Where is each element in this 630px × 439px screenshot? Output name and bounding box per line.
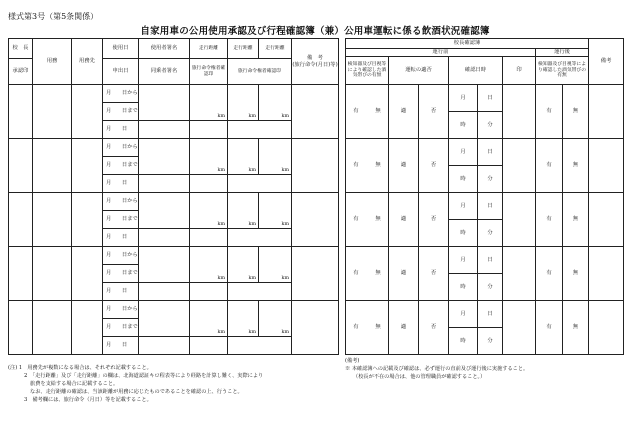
- cell-travel-order-stamp-1[interactable]: [190, 337, 228, 355]
- notes-left: [8, 364, 263, 404]
- cell-distance-1[interactable]: km: [190, 85, 228, 121]
- option-no[interactable]: 無: [375, 270, 381, 277]
- cell-remarks[interactable]: [292, 139, 339, 193]
- cell-check-month[interactable]: 月: [449, 85, 478, 112]
- option-suitable[interactable]: 適: [389, 301, 419, 355]
- note-line: 旅費を支給する場合に記載すること。: [30, 381, 119, 388]
- cell-check-hour[interactable]: 時: [449, 328, 478, 355]
- note-line: (注) 1 用務先が複数になる場合は、それぞれ記載すること。: [8, 365, 152, 371]
- cell-date-from[interactable]: 月 日から: [103, 247, 139, 265]
- option-no[interactable]: 無: [375, 108, 381, 115]
- cell-alcohol-before[interactable]: [346, 139, 389, 193]
- cell-distance-2[interactable]: km: [228, 139, 259, 175]
- header-remarks-label: 備 考: [307, 54, 323, 61]
- cell-school-head[interactable]: [9, 301, 33, 355]
- cell-check-minute[interactable]: 分: [478, 112, 503, 139]
- cell-check-hour[interactable]: 時: [449, 112, 478, 139]
- option-after-yes[interactable]: 有: [536, 247, 563, 301]
- cell-business[interactable]: [33, 247, 72, 301]
- cell-travel-order-stamp-2[interactable]: [228, 337, 292, 355]
- cell-check-month[interactable]: 月: [449, 139, 478, 166]
- header-school-head: 校 長: [9, 39, 33, 59]
- cell-check-day[interactable]: 日: [478, 193, 503, 220]
- header-distance-3: 走行距離: [259, 39, 292, 59]
- table-row: [9, 193, 339, 211]
- cell-destination[interactable]: [72, 139, 103, 193]
- cell-business[interactable]: [33, 301, 72, 355]
- header-stamp: 印: [503, 57, 536, 85]
- note-line: 2 「走行距離」及び「走行距離」の欄は、北海道認証キロ程表等により経路を計算し難く、実際により: [24, 373, 264, 380]
- header-use-date: 使用日: [103, 39, 139, 59]
- header-application-date: 申出日: [103, 59, 139, 85]
- table-row: [346, 247, 624, 274]
- cell-user-signature[interactable]: [139, 247, 190, 283]
- header-travel-order-confirm-1: 旅行命令権者確認印: [190, 59, 228, 85]
- cell-distance-2[interactable]: km: [228, 85, 259, 121]
- option-yes[interactable]: 有: [353, 162, 359, 169]
- cell-business[interactable]: [33, 85, 72, 139]
- cell-remarks[interactable]: [292, 85, 339, 139]
- cell-date-from[interactable]: 月 日から: [103, 85, 139, 103]
- cell-check-hour[interactable]: 時: [449, 166, 478, 193]
- table-row: [346, 301, 624, 328]
- note-line: なお、走行距離の確認は、当該距離が用務に応じたものであることを確認の上、行うこと。: [30, 389, 243, 396]
- note-line: ※ 本確認簿への記載及び確認は、必ず運行の直前及び運行後に実施すること。: [345, 366, 529, 373]
- header-detector-check-after: 検知器及び目視等により確認した酒気帯びの有無: [536, 57, 589, 85]
- option-no[interactable]: 無: [375, 162, 381, 169]
- cell-right-remarks[interactable]: [589, 139, 624, 193]
- header-approval-stamp: 承認印: [9, 59, 33, 85]
- option-after-no[interactable]: 無: [563, 85, 589, 139]
- option-yes[interactable]: 有: [353, 270, 359, 277]
- cell-date-from[interactable]: 月 日から: [103, 139, 139, 157]
- header-remarks-sub: (旅行命令(月日)等): [292, 61, 338, 68]
- header-detector-check-before: 検知器及び目視等により確認した酒気帯びの有無: [346, 57, 389, 85]
- cell-application-date[interactable]: 月 日: [103, 229, 139, 247]
- cell-check-day[interactable]: 日: [478, 247, 503, 274]
- table-row: [9, 301, 339, 319]
- header-distance-2: 走行距離: [228, 39, 259, 59]
- option-suitable[interactable]: 適: [389, 193, 419, 247]
- header-user-signature: 使用者署名: [139, 39, 190, 59]
- cell-school-head[interactable]: [9, 139, 33, 193]
- cell-business[interactable]: [33, 193, 72, 247]
- option-after-no[interactable]: 無: [563, 247, 589, 301]
- option-suitable[interactable]: 適: [389, 85, 419, 139]
- cell-stamp[interactable]: [503, 85, 536, 139]
- header-principal-check: 校長確認簿: [346, 39, 589, 49]
- cell-travel-order-stamp-2[interactable]: [228, 229, 292, 247]
- cell-passenger-signature[interactable]: [139, 283, 190, 301]
- cell-check-day[interactable]: 日: [478, 139, 503, 166]
- cell-check-minute[interactable]: 分: [478, 220, 503, 247]
- cell-date-to[interactable]: 月 日まで: [103, 211, 139, 229]
- cell-application-date[interactable]: 月 日: [103, 121, 139, 139]
- cell-distance-3[interactable]: km: [259, 193, 292, 229]
- approval-record-table: [8, 38, 339, 355]
- option-after-yes[interactable]: 有: [536, 301, 563, 355]
- cell-alcohol-before[interactable]: [346, 193, 389, 247]
- header-destination: 用務先: [72, 39, 103, 85]
- cell-passenger-signature[interactable]: [139, 337, 190, 355]
- table-row: [9, 85, 339, 103]
- cell-alcohol-before[interactable]: [346, 85, 389, 139]
- option-after-yes[interactable]: 有: [536, 139, 563, 193]
- cell-user-signature[interactable]: [139, 301, 190, 337]
- alcohol-check-table: [345, 38, 624, 355]
- cell-distance-1[interactable]: km: [190, 247, 228, 283]
- option-after-yes[interactable]: 有: [536, 193, 563, 247]
- option-after-no[interactable]: 無: [563, 193, 589, 247]
- cell-check-minute[interactable]: 分: [478, 166, 503, 193]
- option-unsuitable[interactable]: 否: [419, 139, 449, 193]
- option-yes[interactable]: 有: [353, 216, 359, 223]
- note-line: 3 備考欄には、旅行命令（月日）等を記載すること。: [24, 397, 152, 404]
- cell-check-hour[interactable]: 時: [449, 274, 478, 301]
- option-no[interactable]: 無: [375, 324, 381, 331]
- cell-distance-2[interactable]: km: [228, 193, 259, 229]
- cell-destination[interactable]: [72, 247, 103, 301]
- cell-alcohol-before[interactable]: [346, 247, 389, 301]
- cell-travel-order-stamp-1[interactable]: [190, 229, 228, 247]
- header-passenger-signature: 同乗者署名: [139, 59, 190, 85]
- cell-travel-order-stamp-2[interactable]: [228, 175, 292, 193]
- cell-stamp[interactable]: [503, 247, 536, 301]
- cell-distance-1[interactable]: km: [190, 193, 228, 229]
- cell-destination[interactable]: [72, 301, 103, 355]
- option-unsuitable[interactable]: 否: [419, 301, 449, 355]
- option-no[interactable]: 無: [375, 216, 381, 223]
- header-remarks: [292, 39, 339, 85]
- cell-check-minute[interactable]: 分: [478, 274, 503, 301]
- cell-date-to[interactable]: 月 日まで: [103, 319, 139, 337]
- cell-distance-3[interactable]: km: [259, 85, 292, 121]
- cell-distance-2[interactable]: km: [228, 247, 259, 283]
- note-line: （校長が不在の場合は、他の管理職員が確認すること。）: [353, 374, 486, 381]
- option-after-yes[interactable]: 有: [536, 85, 563, 139]
- table-row: [9, 139, 339, 157]
- option-unsuitable[interactable]: 否: [419, 193, 449, 247]
- header-check-datetime: 確認日時: [449, 57, 503, 85]
- cell-distance-3[interactable]: km: [259, 301, 292, 337]
- option-unsuitable[interactable]: 否: [419, 247, 449, 301]
- cell-check-hour[interactable]: 時: [449, 220, 478, 247]
- cell-date-from[interactable]: 月 日から: [103, 301, 139, 319]
- option-yes[interactable]: 有: [353, 324, 359, 331]
- notes-right: [345, 357, 528, 381]
- cell-remarks[interactable]: [292, 193, 339, 247]
- form-number: 様式第3号（第5条関係）: [8, 12, 99, 21]
- cell-travel-order-stamp-1[interactable]: [190, 175, 228, 193]
- cell-check-day[interactable]: 日: [478, 301, 503, 328]
- cell-school-head[interactable]: [9, 247, 33, 301]
- header-distance-1: 走行距離: [190, 39, 228, 59]
- table-row: [9, 247, 339, 265]
- notes-right-label: (備考): [345, 358, 360, 364]
- cell-stamp[interactable]: [503, 193, 536, 247]
- cell-date-to[interactable]: 月 日まで: [103, 265, 139, 283]
- cell-stamp[interactable]: [503, 301, 536, 355]
- cell-travel-order-stamp-2[interactable]: [228, 121, 292, 139]
- cell-distance-2[interactable]: km: [228, 301, 259, 337]
- cell-travel-order-stamp-1[interactable]: [190, 283, 228, 301]
- page-title: 自家用車の公用使用承認及び行程確認簿（兼）公用車運転に係る飲酒状況確認簿: [140, 26, 490, 37]
- table-row: [346, 139, 624, 166]
- cell-user-signature[interactable]: [139, 193, 190, 229]
- cell-application-date[interactable]: 月 日: [103, 175, 139, 193]
- table-row: [346, 193, 624, 220]
- cell-travel-order-stamp-2[interactable]: [228, 283, 292, 301]
- cell-distance-3[interactable]: km: [259, 139, 292, 175]
- cell-remarks[interactable]: [292, 247, 339, 301]
- cell-date-to[interactable]: 月 日まで: [103, 103, 139, 121]
- header-before-travel: 運行前: [346, 49, 536, 57]
- cell-distance-1[interactable]: km: [190, 301, 228, 337]
- header-business: 用務: [33, 39, 72, 85]
- cell-right-remarks[interactable]: [589, 301, 624, 355]
- cell-business[interactable]: [33, 139, 72, 193]
- cell-date-to[interactable]: 月 日まで: [103, 157, 139, 175]
- cell-right-remarks[interactable]: [589, 85, 624, 139]
- cell-travel-order-stamp-1[interactable]: [190, 121, 228, 139]
- header-driving-suitability: 運転の適否: [389, 57, 449, 85]
- cell-destination[interactable]: [72, 193, 103, 247]
- option-suitable[interactable]: 適: [389, 247, 419, 301]
- cell-alcohol-before[interactable]: [346, 301, 389, 355]
- cell-right-remarks[interactable]: [589, 247, 624, 301]
- table-row: [346, 85, 624, 112]
- cell-remarks[interactable]: [292, 301, 339, 355]
- option-after-no[interactable]: 無: [563, 301, 589, 355]
- cell-check-day[interactable]: 日: [478, 85, 503, 112]
- cell-stamp[interactable]: [503, 139, 536, 193]
- cell-passenger-signature[interactable]: [139, 175, 190, 193]
- option-suitable[interactable]: 適: [389, 139, 419, 193]
- cell-check-month[interactable]: 月: [449, 247, 478, 274]
- cell-distance-3[interactable]: km: [259, 247, 292, 283]
- cell-passenger-signature[interactable]: [139, 229, 190, 247]
- cell-user-signature[interactable]: [139, 85, 190, 121]
- cell-passenger-signature[interactable]: [139, 121, 190, 139]
- cell-user-signature[interactable]: [139, 139, 190, 175]
- option-after-no[interactable]: 無: [563, 139, 589, 193]
- cell-check-month[interactable]: 月: [449, 301, 478, 328]
- cell-application-date[interactable]: 月 日: [103, 337, 139, 355]
- cell-destination[interactable]: [72, 85, 103, 139]
- cell-distance-1[interactable]: km: [190, 139, 228, 175]
- cell-check-minute[interactable]: 分: [478, 328, 503, 355]
- cell-check-month[interactable]: 月: [449, 193, 478, 220]
- cell-school-head[interactable]: [9, 85, 33, 139]
- header-travel-order-confirm-2: 旅行命令権者確認印: [228, 59, 292, 85]
- cell-right-remarks[interactable]: [589, 193, 624, 247]
- cell-application-date[interactable]: 月 日: [103, 283, 139, 301]
- option-unsuitable[interactable]: 否: [419, 85, 449, 139]
- header-right-remarks: 備考: [589, 39, 624, 85]
- cell-date-from[interactable]: 月 日から: [103, 193, 139, 211]
- header-after-travel: 運行後: [536, 49, 589, 57]
- cell-school-head[interactable]: [9, 193, 33, 247]
- option-yes[interactable]: 有: [353, 108, 359, 115]
